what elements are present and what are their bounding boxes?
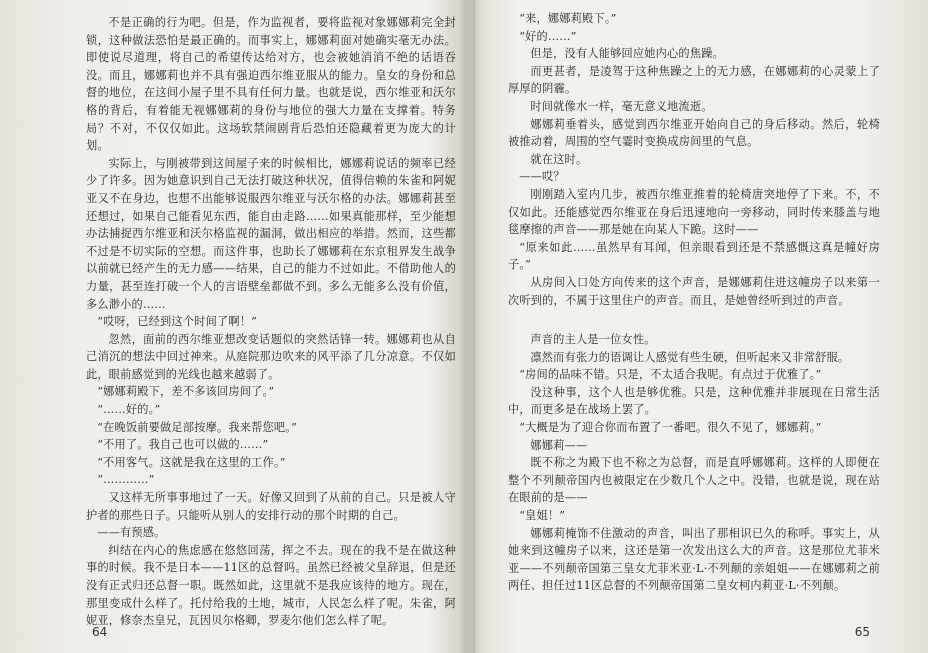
- paragraph: 而更甚者，是凌驾于这种焦躁之上的无力感，在娜娜莉的心灵蒙上了厚厚的阴霾。: [508, 64, 880, 96]
- paragraph: “不用了。我自己也可以做的……”: [97, 438, 269, 452]
- page-number-right: 65: [854, 625, 870, 639]
- section-break: [508, 309, 880, 331]
- paragraph: 又这样无所事事地过了一天。好像又回到了从前的自己。只是被人守护者的那些日子。只能听从别人的安排行动的那个时期的自己。: [86, 491, 456, 522]
- paragraph: “来，娜娜莉殿下。”: [519, 12, 617, 25]
- paragraph: “哎呀，已经到这个时间了啊！”: [97, 315, 258, 329]
- paragraph: “…………”: [97, 473, 155, 487]
- paragraph: 纠结在内心的焦虑感在悠悠回荡，挥之不去。现在的我不是在做这种事的时候。我不是日本——11区的总督吗。虽然已经被父皇辞退，但是还没有正式归还总督一职。既然如此，这里就不是我应该待的地方。现在，那里变成什么样了。托付给我的土地，城市，人民怎么样了呢。朱雀，阿妮亚，修奈杰皇兄，瓦因贝尔格卿，罗麦尔他们怎么样了呢。: [86, 543, 456, 628]
- page-number-left: 64: [92, 625, 108, 639]
- paragraph: “原来如此……虽然早有耳闻，但亲眼看到还是不禁感慨这真是幢好房子。”: [508, 240, 880, 272]
- paragraph: “不用客气。这就是我在这里的工作。”: [97, 455, 286, 469]
- right-page: [478, 0, 928, 653]
- paragraph: 娜娜莉垂着头，感觉到西尔维亚开始向自己的身后移动。然后，轮椅被推动着，周围的空气霎时变换成房间里的气息。: [508, 117, 880, 149]
- paragraph: “房间的品味不错。只是，不太适合我呢。有点过于优雅了。”: [519, 368, 822, 382]
- paragraph: 刚刚踏入室内几步，被西尔维亚推着的轮椅唐突地停了下来。不，不仅如此。还能感觉西尔维亚在身后迅速地向一旁移动，同时传来膝盖与地毯摩擦的声音——那是她在向某人下跪。这时——: [508, 187, 880, 237]
- paragraph: 时间就像水一样，毫无意义地流逝。: [530, 99, 713, 113]
- paragraph: “好的……”: [519, 29, 577, 43]
- paragraph: 实际上，与刚被带到这间屋子来的时候相比，娜娜莉说话的频率已经少了许多。因为她意识到自己无法打破这种状况，值得信赖的朱雀和阿妮亚又不在身边，也想不出能够说服西尔维亚与沃尔格的办法。娜娜莉甚至还想过，如果自己能看见东西，能自由走路……如果真能那样，至少能想办法捕捉西尔维亚和沃尔格监视的漏洞，做出相应的举措。然而，这些都不过是不切实际的空想。而这件事，也助长了娜娜莉在东京租界发生战争以前就已经产生的无力感——结果，自己的能力不过如此。不借助他人的力量，甚至连打破一个人的言语壁垒都做不到。多么无能多么没有价值，多么渺小的……: [86, 156, 456, 311]
- paragraph: “大概是为了迎合你而布置了一番吧。很久不见了，娜娜莉。”: [519, 421, 822, 435]
- paragraph: “在晚饭前要做足部按摩。我来帮您吧。”: [97, 420, 298, 434]
- paragraph: 娜娜莉掩饰不住激动的声音，叫出了那相识已久的称呼。事实上，从她来到这幢房子以来，这还是第一次发出这么大的声音。这是那位尤菲米亚——不列颠帝国第三皇女尤菲米亚·L·不列颠的亲姐姐——在娜娜莉之前两任、担任过11区总督的不列颠帝国第二皇女柯内莉亚·L·不列颠。: [508, 526, 880, 593]
- paragraph: “……好的。”: [97, 403, 161, 417]
- paragraph: “娜娜莉殿下，差不多该回房间了。”: [97, 385, 275, 399]
- paragraph: 既不称之为殿下也不称之为总督，而是直呼娜娜莉。这样的人即便在整个不列颠帝国内也被限定在少数几个人之中。没错，也就是说，现在站在眼前的是——: [508, 456, 880, 505]
- paragraph: 从房间入口处方向传来的这个声音，是娜娜莉住进这幢房子以来第一次听到的，不属于这里住户的声音。而且，是她曾经听到过的声音。: [508, 275, 880, 307]
- paragraph: 忽然，面前的西尔维亚想改变话题似的突然话锋一转。娜娜莉也从自己消沉的想法中回过神来。从庭院那边吹来的风平添了几分凉意。不仅如此，眼前感觉到的光线也越来越弱了。: [86, 332, 456, 381]
- paragraph: 凛然而有张力的语调让人感觉有些生硬，但听起来又非常舒服。: [530, 350, 850, 364]
- left-page-text: [86, 14, 456, 630]
- paragraph: 不是正确的行为吧。但是，作为监视者，要将监视对象娜娜莉完全封锁，这种做法恐怕是最正确的。而事实上，娜娜莉面对她确实毫无办法。即使说尽道理，将自己的希望传达给对方，也会被她消消不绝的话语吞没。而且，娜娜莉也并不具有强迫西尔维亚服从的能力。皇女的身份和总督的地位，在这间小屋子里不具有任何力量。也就是说，西尔维亚和沃尔格的背后，有着能无视娜娜莉的身份与地位的强大力量在支撑着。特务局？不对，不仅仅如此。这场软禁闹剧背后恐怕还隐藏着更为庞大的计划。: [86, 16, 456, 153]
- paragraph: 但是，没有人能够回应她内心的焦躁。: [530, 47, 724, 61]
- paragraph: 没这种事，这个人也是够优雅。只是，这种优雅并非展现在日常生活中，而更多是在战场上罢了。: [508, 385, 880, 417]
- paragraph: 声音的主人是一位女性。: [530, 333, 656, 347]
- paragraph: ——有预感。: [97, 526, 166, 540]
- paragraph: 就在这时。: [530, 152, 588, 166]
- right-page-text: [508, 10, 880, 595]
- paragraph: “皇姐！”: [519, 509, 566, 523]
- paragraph: 娜娜莉——: [530, 438, 588, 452]
- paragraph: ——哎？: [519, 170, 565, 184]
